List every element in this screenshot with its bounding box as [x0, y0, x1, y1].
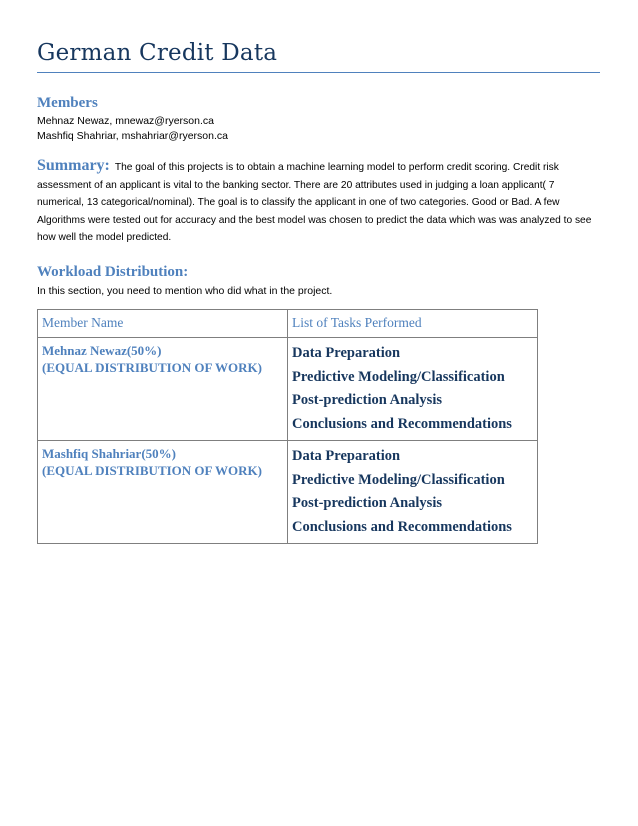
- task-item: Post-prediction Analysis: [292, 392, 442, 408]
- summary-label: Summary:: [37, 157, 110, 174]
- workload-distribution-heading: Workload Distribution:: [37, 264, 189, 280]
- task-item: Predictive Modeling/Classification: [292, 368, 505, 385]
- summary-paragraph: [37, 157, 597, 247]
- member-name: Mashfiq Shahriar(50%): [42, 446, 176, 461]
- task-distribution-table: [37, 309, 538, 544]
- summary-text: The goal of this projects is to obtain a machine learning model to perform credit scoring. Credit risk assessment of an applicant is vital to the banking sector. There are 20 attributes used in judging a loan applicant( 7 numerical, 13 categorical/nominal). The goal is to classify the applicant in one of two categories. Good or Bad. A few Algorithms were tested out for accuracy and the best model was chosen to predict the data which was was analyzed to see how well the model predicted.: [37, 162, 592, 243]
- member-cell: [38, 441, 288, 544]
- task-item: Conclusions and Recommendations: [292, 518, 512, 535]
- table-row: [38, 338, 538, 441]
- member-work-note: (EQUAL DISTRIBUTION OF WORK): [42, 360, 262, 375]
- task-item: Data Preparation: [292, 448, 401, 464]
- header-member-name: Member Name: [38, 310, 288, 338]
- member-line-2: Mashfiq Shahriar, mshahriar@ryerson.ca: [37, 130, 228, 142]
- member-cell: [38, 338, 288, 441]
- workload-note: In this section, you need to mention who did what in the project.: [37, 285, 333, 297]
- member-name: Mehnaz Newaz(50%): [42, 343, 162, 358]
- tasks-cell: [288, 441, 538, 544]
- table-row: [38, 441, 538, 544]
- task-item: Data Preparation: [292, 345, 401, 361]
- header-tasks-performed: List of Tasks Performed: [288, 310, 538, 338]
- members-heading: Members: [37, 95, 98, 111]
- title-underline-rule: [37, 72, 600, 73]
- document-title: German Credit Data: [37, 40, 278, 66]
- task-item: Predictive Modeling/Classification: [292, 471, 505, 488]
- tasks-cell: [288, 338, 538, 441]
- table-header-row: [38, 310, 538, 338]
- member-work-note: (EQUAL DISTRIBUTION OF WORK): [42, 463, 262, 478]
- task-item: Post-prediction Analysis: [292, 495, 442, 511]
- task-item: Conclusions and Recommendations: [292, 415, 512, 432]
- member-line-1: Mehnaz Newaz, mnewaz@ryerson.ca: [37, 115, 214, 127]
